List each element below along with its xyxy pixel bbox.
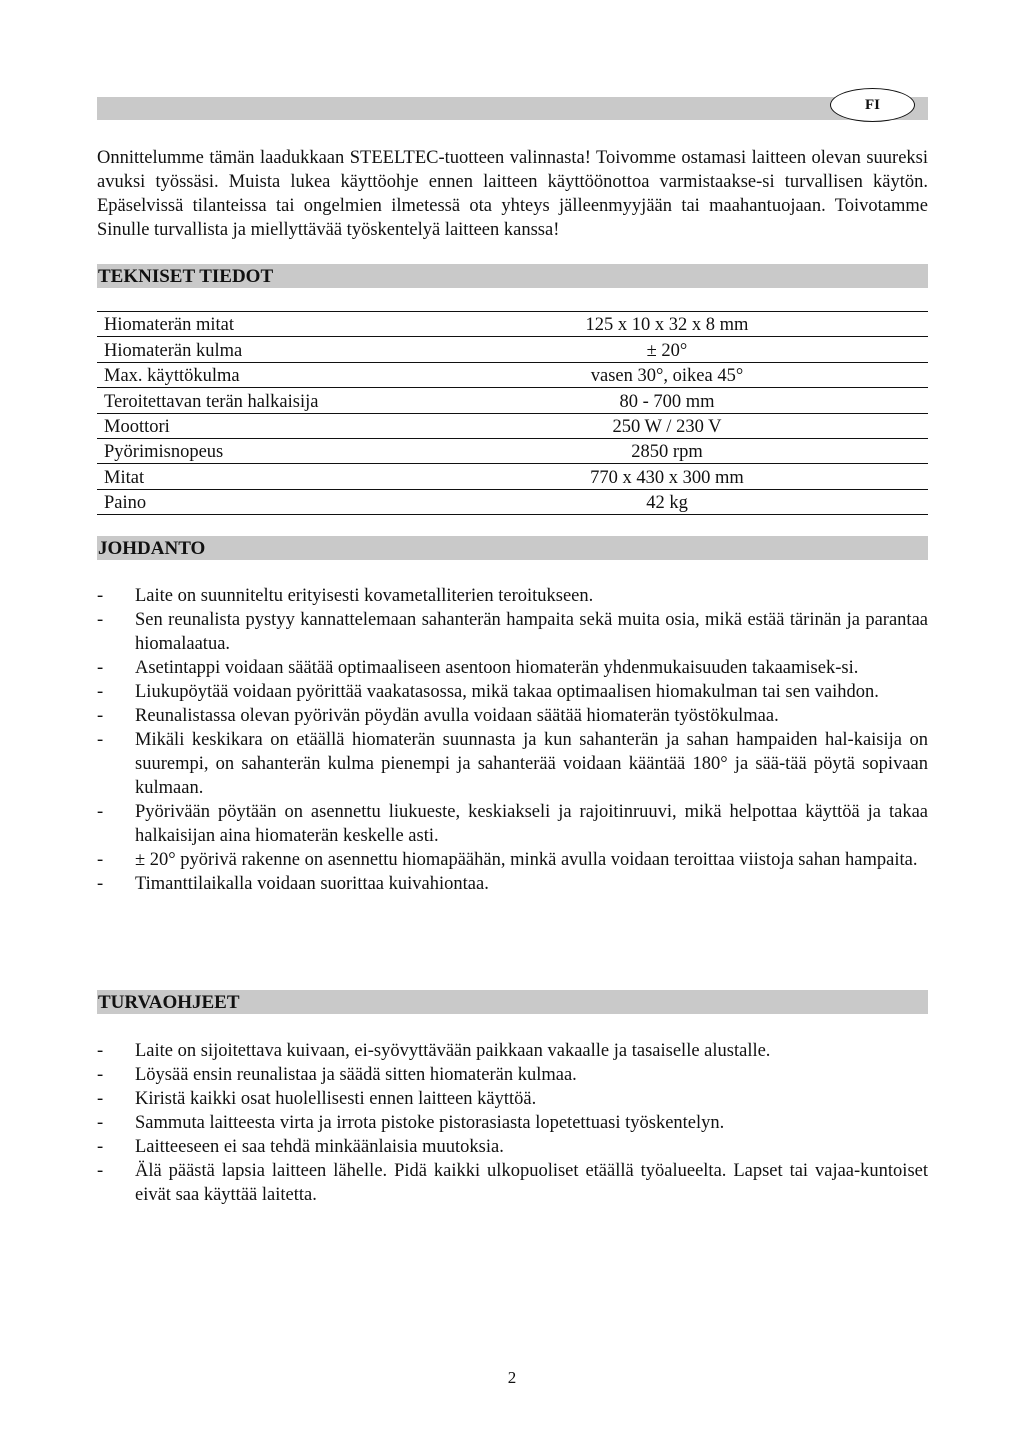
section-heading-safety: TURVAOHJEET (97, 990, 928, 1014)
list-item-text: Kiristä kaikki osat huolellisesti ennen laitteen käyttöä. (135, 1089, 537, 1109)
spec-value: 770 x 430 x 300 mm (456, 464, 928, 489)
list-item-text: Timanttilaikalla voidaan suorittaa kuivahiontaa. (135, 874, 489, 894)
spec-label: Pyörimisnopeus (97, 438, 456, 463)
list-item: - Asetintappi voidaan säätää optimaaliseen asentoon hiomaterän yhdenmukaisuuden takaamisek-si. (97, 658, 859, 678)
list-item: - Löysää ensin reunalistaa ja säädä sitten hiomaterän kulmaa. (97, 1065, 577, 1085)
safety-list (97, 1039, 928, 1207)
list-item: - Pyörivään pöytään on asennettu liukueste, keskiakseli ja rajoitinruuvi, mikä helpottaa käyttöä ja takaa halkaisijan aina hiomaterän keskelle asti. (97, 802, 928, 846)
list-item: - Kiristä kaikki osat huolellisesti ennen laitteen käyttöä. (97, 1089, 537, 1109)
list-item-text: Reunalistassa olevan pyörivän pöydän avulla voidaan säätää hiomaterän työstökulmaa. (135, 706, 779, 726)
list-item-text: Laite on sijoitettava kuivaan, ei-syövyttävään paikkaan vakaalle ja tasaiselle alustalle. (135, 1041, 771, 1061)
table-row (97, 464, 928, 489)
spec-value: ± 20° (456, 337, 928, 362)
list-item-text: Laite on suunniteltu erityisesti kovametalliterien teroitukseen. (135, 586, 594, 606)
list-item-text: Liukupöytää voidaan pyörittää vaakatasossa, mikä takaa optimaalisen hiomakulman tai sen vaihdon. (135, 682, 879, 702)
list-item: - Reunalistassa olevan pyörivän pöydän avulla voidaan säätää hiomaterän työstökulmaa. (97, 706, 779, 726)
table-row (97, 388, 928, 413)
list-item: - Laite on suunniteltu erityisesti kovametalliterien teroitukseen. (97, 586, 594, 606)
list-item-text: Sen reunalista pystyy kannattelemaan sahanterän hampaita sekä muita osia, mikä estää tärinän ja parantaa hiomalaatua. (135, 610, 928, 654)
table-row (97, 362, 928, 387)
intro-paragraph: Onnittelumme tämän laadukkaan STEELTEC-tuotteen valinnasta! Toivomme ostamasi laitteen olevan suureksi avuksi työssäsi. Muista lukea käyttöohje ennen laitteen käyttöönottoa varmistaakse-si turvallisen käytön. Epäselvissä tilanteissa tai ongelmien ilmetessä ota yhteys jälleenmyyjään tai maahantuojaan. Toivotamme Sinulle turvallista ja miellyttävää työskentelyä laitteen kanssa! (97, 148, 928, 240)
section-heading-intro: JOHDANTO (97, 536, 928, 560)
spec-label: Hiomaterän kulma (97, 337, 456, 362)
table-row (97, 337, 928, 362)
list-item: - Sammuta laitteesta virta ja irrota pistoke pistorasiasta lopetettuasi työskentelyn. (97, 1113, 725, 1133)
page-number: 2 (507, 1368, 517, 1387)
spec-value: 80 - 700 mm (456, 388, 928, 413)
spec-label: Teroitettavan terän halkaisija (97, 388, 456, 413)
spec-label: Mitat (97, 464, 456, 489)
header-bar (97, 97, 928, 120)
list-item-text: Asetintappi voidaan säätää optimaaliseen asentoon hiomaterän yhdenmukaisuuden takaamisek-si. (135, 658, 859, 678)
language-badge: FI (830, 88, 915, 122)
list-item-text: Löysää ensin reunalistaa ja säädä sitten hiomaterän kulmaa. (135, 1065, 577, 1085)
section-heading-specs: TEKNISET TIEDOT (97, 264, 928, 288)
spec-table (97, 311, 928, 515)
list-item: - Laitteeseen ei saa tehdä minkäänlaisia muutoksia. (97, 1137, 504, 1157)
list-item: - Liukupöytää voidaan pyörittää vaakatasossa, mikä takaa optimaalisen hiomakulman tai sen vaihdon. (97, 682, 879, 702)
list-item: - Sen reunalista pystyy kannattelemaan sahanterän hampaita sekä muita osia, mikä estää tärinän ja parantaa hiomalaatua. (97, 610, 928, 654)
spec-label: Moottori (97, 413, 456, 438)
spec-value: 2850 rpm (456, 438, 928, 463)
list-item-text: Pyörivään pöytään on asennettu liukueste, keskiakseli ja rajoitinruuvi, mikä helpottaa käyttöä ja takaa halkaisijan aina hiomaterän keskelle asti. (135, 802, 928, 846)
list-item: - Laite on sijoitettava kuivaan, ei-syövyttävään paikkaan vakaalle ja tasaiselle alustalle. (97, 1041, 771, 1061)
list-item-text: Mikäli keskikara on etäällä hiomaterän suunnasta ja kun sahanterän ja sahan hampaiden hal-kaisija on suurempi, on sahanterän kulma pienempi ja sahanterää voidaan kääntää 180° ja sää-tää pöytä sopivaan kulmaan. (135, 730, 928, 798)
list-item: - Mikäli keskikara on etäällä hiomaterän suunnasta ja kun sahanterän ja sahan hampaiden hal-kaisija on suurempi, on sahanterän kulma pienempi ja sahanterää voidaan kääntää 180° ja sää-tää pöytä sopivaan kulmaan. (97, 730, 928, 798)
list-item-text: ± 20° pyörivä rakenne on asennettu hiomapäähän, minkä avulla voidaan teroittaa viistoja sahan hampaita. (135, 850, 918, 870)
list-item-text: Sammuta laitteesta virta ja irrota pistoke pistorasiasta lopetettuasi työskentelyn. (135, 1113, 725, 1133)
table-row (97, 438, 928, 463)
spec-label: Paino (97, 489, 456, 514)
list-item: - ± 20° pyörivä rakenne on asennettu hiomapäähän, minkä avulla voidaan teroittaa viistoja sahan hampaita. (97, 850, 918, 870)
spec-label: Hiomaterän mitat (97, 312, 456, 337)
spec-value: 250 W / 230 V (456, 413, 928, 438)
list-item: - Timanttilaikalla voidaan suorittaa kuivahiontaa. (97, 874, 489, 894)
table-row (97, 413, 928, 438)
spec-value: vasen 30°, oikea 45° (456, 362, 928, 387)
spec-value: 125 x 10 x 32 x 8 mm (456, 312, 928, 337)
list-item-text: Laitteeseen ei saa tehdä minkäänlaisia muutoksia. (135, 1137, 504, 1157)
list-item: - Älä päästä lapsia laitteen lähelle. Pidä kaikki ulkopuoliset etäällä työalueelta. Lapset tai vajaa-kuntoiset eivät saa käyttää laitetta. (97, 1161, 928, 1205)
table-row (97, 489, 928, 514)
list-item-text: Älä päästä lapsia laitteen lähelle. Pidä kaikki ulkopuoliset etäällä työalueelta. Lapset tai vajaa-kuntoiset eivät saa käyttää laitetta. (135, 1161, 928, 1205)
spec-value: 42 kg (456, 489, 928, 514)
intro-list (97, 584, 928, 896)
table-row (97, 312, 928, 337)
spec-label: Max. käyttökulma (97, 362, 456, 387)
